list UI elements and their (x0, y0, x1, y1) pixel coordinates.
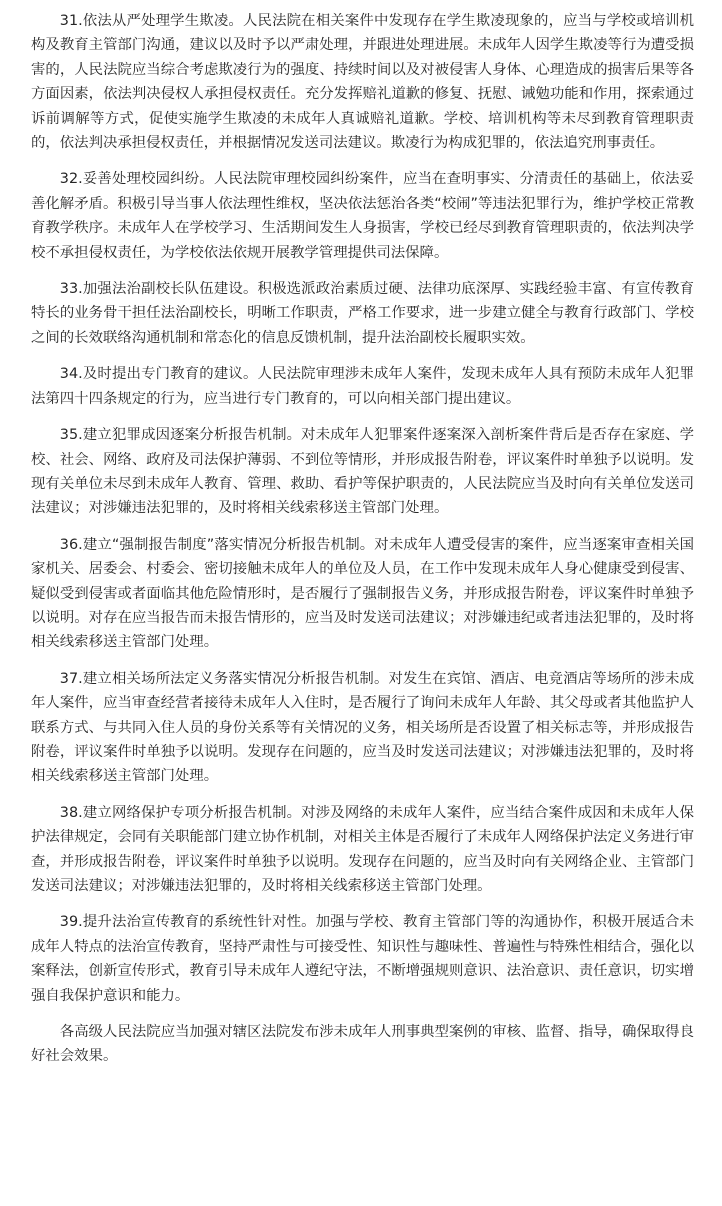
paragraph-37: 37.建立相关场所法定义务落实情况分析报告机制。对发生在宾馆、酒店、电竞酒店等场所的涉未成年人案件，应当审查经营者接待未成年人入住时，是否履行了询问未成年人年龄、其父母或者其他监护人联系方式、与共同入住人员的身份关系等有关情况的义务，相关场所是否设置了相关标志等，并形成报告附卷，评议案件时单独予以说明。发现存在问题的，应当及时发送司法建议；对涉嫌违法犯罪的，及时将相关线索移送主管部门处理。 (31, 670, 694, 785)
paragraph-32: 32.妥善处理校园纠纷。人民法院审理校园纠纷案件，应当在查明事实、分清责任的基础上，依法妥善化解矛盾。积极引导当事人依法理性维权，坚决依法惩治各类“校闹”等违法犯罪行为，维护学校正常教育教学秩序。未成年人在学校学习、生活期间发生人身损害，学校已经尽到教育管理职责的，依法判决学校不承担侵权责任，为学校依法依规开展教学管理提供司法保障。 (31, 171, 694, 261)
paragraph-31: 31.依法从严处理学生欺凌。人民法院在相关案件中发现存在学生欺凌现象的，应当与学校或培训机构及教育主管部门沟通，建议以及时予以严肃处理，并跟进处理进展。未成年人因学生欺凌等行为遭受损害的，人民法院应当综合考虑欺凌行为的强度、持续时间以及对被侵害人身体、心理造成的损害后果等各方面因素，依法判决侵权人承担侵权责任。充分发挥赔礼道歉的修复、抚慰、诫勉功能和作用，探索通过诉前调解等方式，促使实施学生欺凌的未成年人真诚赔礼道歉。学校、培训机构等未尽到教育管理职责的，依法判决承担侵权责任，并根据情况发送司法建议。欺凌行为构成犯罪的，依法追究刑事责任。 (31, 13, 694, 152)
paragraph-35: 35.建立犯罪成因逐案分析报告机制。对未成年人犯罪案件逐案深入剖析案件背后是否存在家庭、学校、社会、网络、政府及司法保护薄弱、不到位等情形，并形成报告附卷，评议案件时单独予以说明。发现有关单位未尽到未成年人教育、管理、救助、看护等保护职责的，人民法院应当及时向有关单位发送司法建议；对涉嫌违法犯罪的，及时将相关线索移送主管部门处理。 (31, 427, 694, 517)
paragraph-36: 36.建立“强制报告制度”落实情况分析报告机制。对未成年人遭受侵害的案件，应当逐案审查相关国家机关、居委会、村委会、密切接触未成年人的单位及人员，在工作中发现未成年人身心健康受到侵害、疑似受到侵害或者面临其他危险情形时，是否履行了强制报告义务，并形成报告附卷，评议案件时单独予以说明。对存在应当报告而未报告情形的，应当及时发送司法建议；对涉嫌违纪或者违法犯罪的，及时将相关线索移送主管部门处理。 (31, 536, 694, 651)
paragraph-38: 38.建立网络保护专项分析报告机制。对涉及网络的未成年人案件，应当结合案件成因和未成年人保护法律规定，会同有关职能部门建立协作机制，对相关主体是否履行了未成年人网络保护法定义务进行审查，并形成报告附卷，评议案件时单独予以说明。发现存在问题的，应当及时向有关网络企业、主管部门发送司法建议；对涉嫌违法犯罪的，及时将相关线索移送主管部门处理。 (31, 804, 694, 894)
paragraph-34: 34.及时提出专门教育的建议。人民法院审理涉未成年人案件，发现未成年人具有预防未成年人犯罪法第四十四条规定的行为，应当进行专门教育的，可以向相关部门提出建议。 (31, 366, 694, 407)
paragraph-33: 33.加强法治副校长队伍建设。积极选派政治素质过硬、法律功底深厚、实践经验丰富、有宣传教育特长的业务骨干担任法治副校长，明晰工作职责，严格工作要求，进一步建立健全与教育行政部门、学校之间的长效联络沟通机制和常态化的信息反馈机制，提升法治副校长履职实效。 (31, 281, 694, 346)
paragraph-39: 39.提升法治宣传教育的系统性针对性。加强与学校、教育主管部门等的沟通协作，积极开展适合未成年人特点的法治宣传教育，坚持严肃性与可接受性、知识性与趣味性、普遍性与特殊性相结合，强化以案释法，创新宣传形式，教育引导未成年人遵纪守法，不断增强规则意识、法治意识、责任意识，切实增强自我保护意识和能力。 (31, 914, 694, 1004)
closing-paragraph: 各高级人民法院应当加强对辖区法院发布涉未成年人刑事典型案例的审核、监督、指导，确保取得良好社会效果。 (31, 1024, 694, 1065)
